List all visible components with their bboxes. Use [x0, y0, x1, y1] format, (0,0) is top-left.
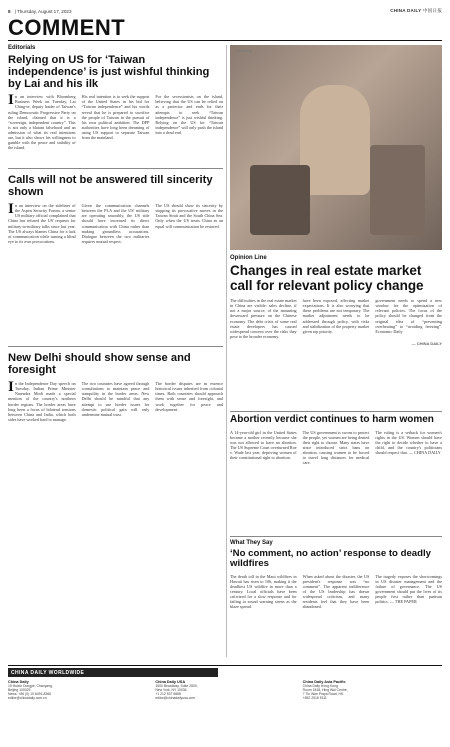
- third-editorial: [8, 352, 223, 422]
- lead-editorial-column-2: His real intention is to seek the support of the United States in his bid for “Taiwan independence” and his words reveal that he is prepared to sacrifice the people of Taiwan in the pursuit of his own political ambition. The DPP authorities have long been dreaming of using US support to separate Taiwan from the mainland.: [81, 94, 150, 141]
- second-editorial-headline: Calls will not be answered till sincerity shown: [8, 174, 213, 199]
- opinion-line-label: Opinion Line: [230, 255, 267, 261]
- divider: [230, 411, 442, 412]
- second-editorial-column-2: Given the communication channels between the PLA and the US' military are operating smoothly, the US side should have increased its direct communication with China rather than making groundless accusations. Dialogue between the two militaries requires mutual respect.: [81, 203, 150, 244]
- section-title: COMMENT: [8, 15, 126, 40]
- what-they-say-section: [230, 540, 442, 609]
- cartoon-figure: [300, 85, 370, 195]
- abortion-column-3: The ruling is a setback for women's rights in the US. Women should have the right to decide whether to have a child, and the country's politicians should respect that. — CHINA DAILY: [375, 429, 442, 456]
- abortion-headline: Abortion verdict continues to harm women: [230, 414, 434, 425]
- third-editorial-headline: New Delhi should show sense and foresight: [8, 352, 191, 377]
- footer-contact-usa: China Daily USA 1500 Broadway, Suite 2800, New York, NY 10036 +1 212 537 8888 editor@chinadailyusa.com: [155, 680, 198, 701]
- third-editorial-body: [8, 381, 223, 422]
- cartoon-credit: Cai Meng: [236, 49, 252, 53]
- divider: [8, 346, 223, 347]
- cartoon-building: [250, 165, 310, 235]
- what-they-say-column-3: The tragedy exposes the shortcomings in US disaster management and the failure of governance. The US government should put the lives of its people first rather than partisan politics. — THE PAPER: [375, 573, 442, 605]
- opinion-line-column-3: government needs to spend a new window for the optimization of relevant policies. The focus of the policy should be changed from the original idea of “preventing overheating” to “avoiding freezing”. Economic Daily: [375, 298, 442, 334]
- opinion-line-body: [230, 298, 442, 339]
- publication-name: CHINA DAILY 中国日报: [390, 8, 442, 13]
- cartoon-illustration: [230, 45, 442, 250]
- page-number: 8: [8, 8, 11, 14]
- opinion-line-column-2: have been exposed, affecting market expectations. It is also worrying that these problems are not temporary. The market adjustment needs to be addressed through policy, with risks and stabilization of the property market given top priority.: [302, 298, 370, 334]
- footer-contact-asia: China Daily Asia Pacific China Daily Hong Kong Room 1818, Hing Wai Centre, 7 Tin Wan Praya Road, HK +852 2518 5111: [302, 680, 348, 701]
- third-editorial-column-1: In the Independence Day speech on Tuesday, Indian Prime Minister Narendra Modi made a special mention of the country's northern border regions. The border areas have long been a focus of bilateral tensions between China and India, which both sides have worked hard to manage.: [8, 379, 76, 422]
- what-they-say-column-2: When asked about the disaster, the US president's response was “no comment”. The apparent indifference of the US leadership has drawn widespread criticism, and many residents feel that they have been abandoned.: [302, 573, 370, 610]
- second-editorial-body: [8, 203, 223, 244]
- lead-editorial-column-1: In an interview with Bloomberg Business Week on Tuesday, Lai Ching-te, deputy leader of Taiwan's ruling Democratic Progressive Party on the island, claimed that it is a “sovereign, independent country”. This is not only a blatant falsehood and an admission of what its real intentions are, but it also shows his willingness to gamble with the peace and stability of the island.: [8, 92, 76, 151]
- cartoon-building: [370, 145, 425, 235]
- abortion-body: [230, 430, 442, 466]
- third-editorial-column-2: The two countries have agreed through consultations to maintain peace and tranquility in the border areas. New Delhi should be mindful that any attempt to use border issues for domestic political gain will only undermine mutual trust.: [81, 381, 150, 417]
- lead-editorial-headline: Relying on US for ‘Taiwan independence’ is just wishful thinking by Lai and his ilk: [8, 54, 210, 91]
- abortion-column-1: A 14-year-old girl in the United States became a mother recently because she was not allowed to have an abortion. The US Supreme Court overturned Roe v. Wade last year, depriving women of their constitutional right to abortion.: [230, 429, 297, 461]
- lead-editorial-body: [8, 94, 223, 150]
- second-editorial-column-1: In an interview on the sidelines of the Aspen Security Forum, a senior US military official complained that China has refused the US' requests for military-to-military talks since last year. The US always blames China for a lack of communication while turning a blind eye to its own provocations.: [8, 201, 76, 244]
- second-editorial-column-3: The US should show its sincerity by stopping its provocative moves in the Taiwan Strait and the South China Sea. Only when the US treats China as an equal will communication be restored.: [155, 203, 223, 229]
- footer-contacts: [8, 680, 442, 700]
- column-divider: [226, 45, 227, 657]
- opinion-line-column-1: The difficulties in the real estate market in China are visible: sales decline, if not a major source, of the mounting downward pressure on the Chinese economy. The debt crisis of some real estate developers has caused widespread concern over the risks they pose to the broader economy.: [230, 298, 297, 339]
- lead-editorial-column-3: For the secessionists on the island, believing that the US can be relied on as a protector and ends for their attempts to seek “Taiwan independence” is just wishful thinking. Relying on the US for “Taiwan independence” will only push the island into a dead end.: [155, 94, 223, 135]
- opinion-line-byline: — CHINA DAILY: [411, 340, 442, 346]
- abortion-article: [230, 415, 442, 465]
- what-they-say-label: What They Say: [230, 540, 273, 546]
- editorials-label: Editorials: [8, 45, 36, 51]
- worldwide-footer: [8, 665, 442, 741]
- what-they-say-headline: ‘No comment, no action’ response to deadly wildfires: [230, 548, 431, 570]
- what-they-say-column-1: The death toll in the Maui wildfires in Hawaii has risen to 106, making it the deadliest US wildfire in more than a century. Local officials have been criticized for a slow response and for failing to sound warning sirens as the blaze spread.: [230, 573, 297, 610]
- opinion-line-section: [230, 255, 442, 346]
- second-editorial: [8, 174, 223, 244]
- footer-contact-beijing: China Daily 15 Huixin Dongjie, Chaoyang, Beijing 100029 News: +86 (0) 10 6491-8366 editor@chinadaily.com.cn: [8, 680, 53, 701]
- divider: [230, 536, 442, 537]
- divider: [8, 168, 223, 169]
- editorials-section: [8, 45, 223, 150]
- issue-date: | Thursday, August 17, 2023: [14, 8, 72, 14]
- third-editorial-column-3: The border disputes are in essence historical issues inherited from colonial times. Both countries should approach them with sense and foresight, and work together for peace and development.: [155, 381, 223, 412]
- opinion-line-headline: Changes in real estate market call for relevant policy change: [230, 263, 424, 293]
- footer-title: CHINA DAILY WORLDWIDE: [8, 668, 218, 677]
- section-masthead: [8, 15, 442, 41]
- abortion-column-2: The US government is sworn to protect the people, yet women are being denied their right to choose. Many states have since introduced strict bans on abortion, causing women to be forced to travel long distances for medical care.: [302, 429, 370, 466]
- what-they-say-body: [230, 574, 442, 610]
